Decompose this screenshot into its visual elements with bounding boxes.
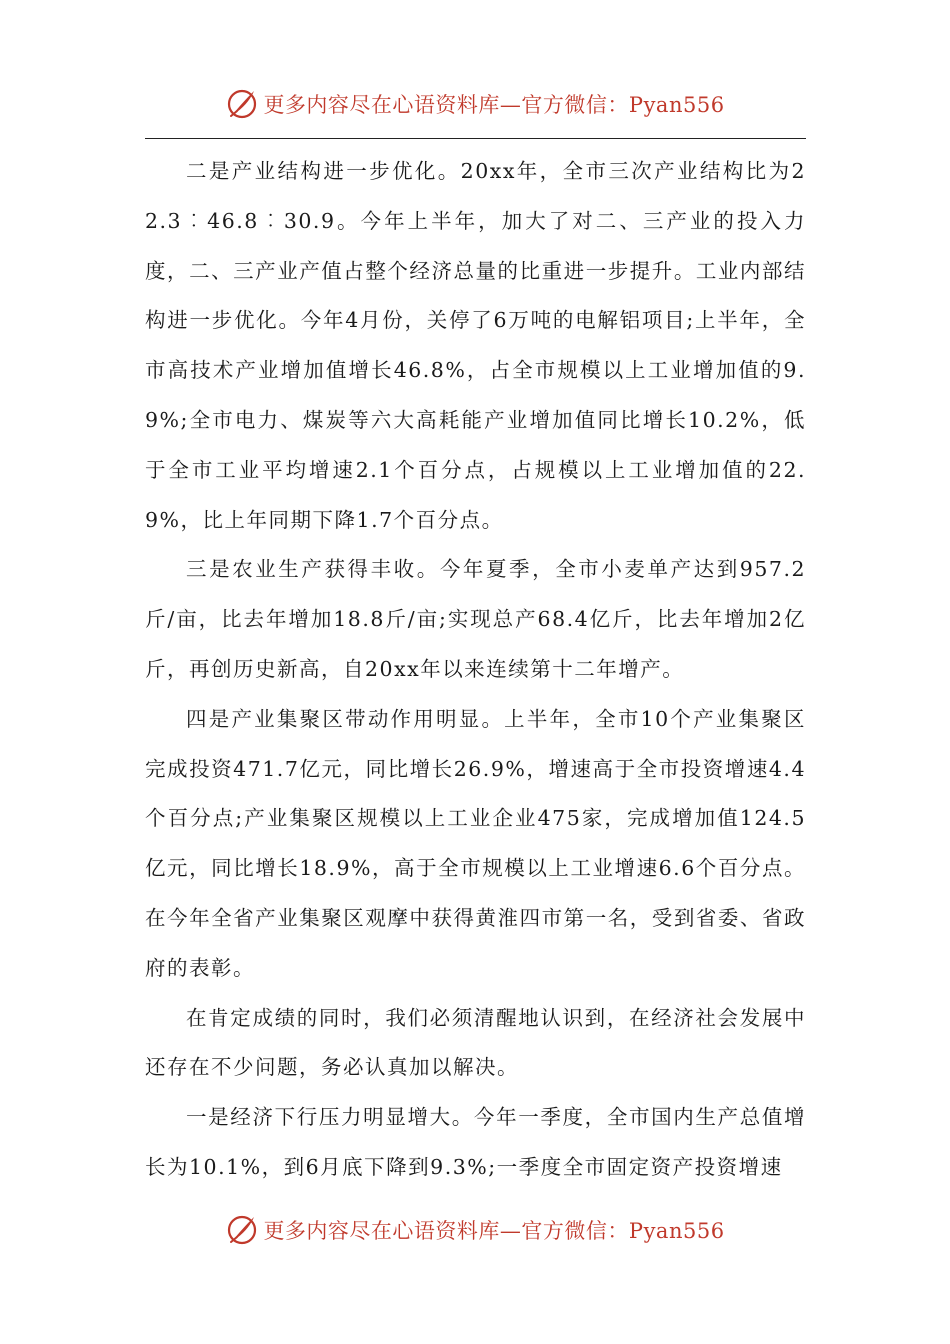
paragraph-agriculture: 三是农业生产获得丰收。今年夏季，全市小麦单产达到957.2斤/亩，比去年增加18.8斤/亩;实现总产68.4亿斤，比去年增加2亿斤，再创历史新高，自20xx年以来连续第十二年增产。 — [145, 557, 806, 681]
document-body — [145, 147, 806, 1193]
footer-banner-text: 更多内容尽在心语资料库—官方微信：Pyan556 — [263, 1219, 725, 1243]
paragraph-problems-intro: 在肯定成绩的同时，我们必须清醒地认识到，在经济社会发展中还存在不少问题，务必认真加以解决。 — [145, 1005, 806, 1080]
header-banner-text: 更多内容尽在心语资料库—官方微信：Pyan556 — [263, 93, 725, 117]
paragraph-industrial-structure: 二是产业结构进一步优化。20xx年，全市三次产业结构比为22.3︰46.8︰30.9。今年上半年，加大了对二、三产业的投入力度，二、三产业产值占整个经济总量的比重进一步提升。工业内部结构进一步优化。今年4月份，关停了6万吨的电解铝项目;上半年，全市高技术产业增加值增长46.8%，占全市规模以上工业增加值的9.9%;全市电力、煤炭等六大高耗能产业增加值同比增长10.2%，低于全市工业平均增速2.1个百分点，占规模以上工业增加值的22.9%，比上年同期下降1.7个百分点。 — [145, 159, 806, 532]
paragraph-economic-pressure: 一是经济下行压力明显增大。今年一季度，全市国内生产总值增长为10.1%，到6月底下降到9.3%;一季度全市固定资产投资增速 — [145, 1105, 806, 1179]
header-banner — [0, 84, 950, 124]
quill-pen-icon — [225, 1213, 259, 1247]
paragraph-industrial-clusters: 四是产业集聚区带动作用明显。上半年，全市10个产业集聚区完成投资471.7亿元，同比增长26.9%，增速高于全市投资增速4.4个百分点;产业集聚区规模以上工业企业475家，完成增加值124.5亿元，同比增长18.9%，高于全市规模以上工业增速6.6个百分点。在今年全省产业集聚区观摩中获得黄淮四市第一名，受到省委、省政府的表彰。 — [145, 706, 806, 980]
footer-banner — [0, 1210, 950, 1250]
header-divider — [145, 138, 806, 139]
quill-pen-icon — [225, 87, 259, 121]
